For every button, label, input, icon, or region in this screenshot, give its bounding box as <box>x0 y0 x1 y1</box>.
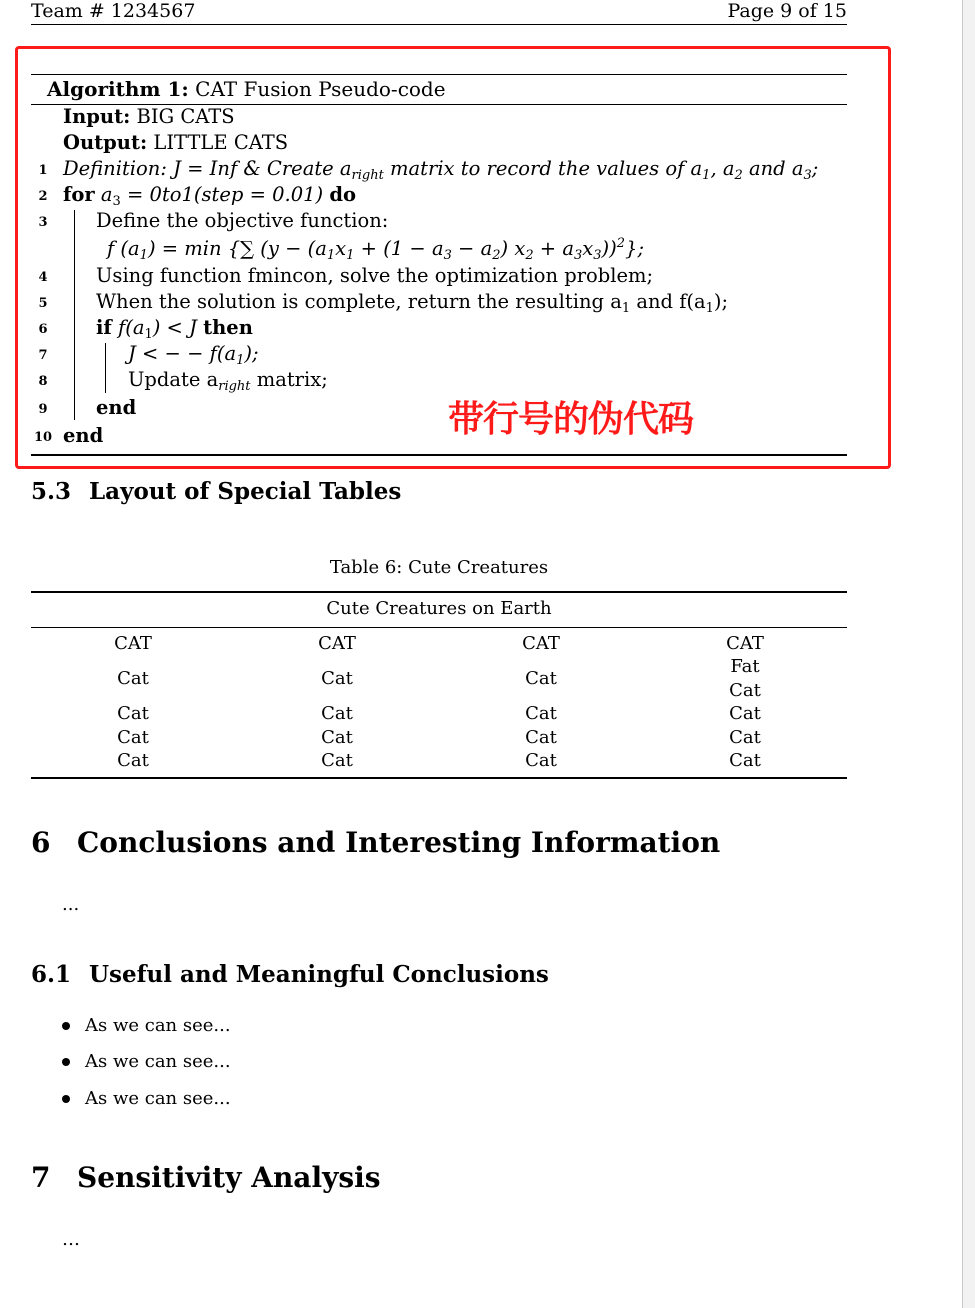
table-cell: Cat <box>729 750 761 771</box>
line-number-3: 3 <box>38 215 48 230</box>
table-mid-rule <box>31 627 847 628</box>
if-cond: f(a <box>118 316 145 339</box>
section-6-heading <box>31 825 720 861</box>
if-cond: ) < J <box>152 316 197 339</box>
definition-label: Definition: <box>63 157 167 180</box>
table-header-cell: CAT <box>114 633 152 654</box>
formula-sub: 2 <box>492 248 501 263</box>
list-item: As we can see... <box>85 1051 231 1072</box>
table-cell: Cat <box>525 668 557 689</box>
line-number-10: 10 <box>33 430 53 445</box>
formula-part: − a <box>451 237 493 260</box>
table-cell: Cat <box>321 703 353 724</box>
section-title: Conclusions and Interesting Information <box>77 826 721 859</box>
line-number-7: 7 <box>38 348 48 363</box>
list-item: As we can see... <box>85 1088 231 1109</box>
algorithm-bottom-rule <box>31 454 847 456</box>
definition-and: and a <box>742 157 804 180</box>
algorithm-line-3: Define the objective function: <box>96 209 389 232</box>
table-header-cell: CAT <box>318 633 356 654</box>
line-number-8: 8 <box>38 374 48 389</box>
line5-text: When the solution is complete, return the resulting a <box>96 290 622 313</box>
section-5-3-heading <box>31 477 401 507</box>
assign-part: ); <box>244 342 259 365</box>
algorithm-line-9: end <box>96 396 137 419</box>
table-header-cell: CAT <box>522 633 560 654</box>
update-part: Update a <box>128 368 219 391</box>
section-title: Layout of Special Tables <box>89 478 402 505</box>
header-page-number: Page 9 of 15 <box>727 0 847 22</box>
header-team: Team # 1234567 <box>31 0 196 22</box>
loop-var-sub: 3 <box>112 194 121 209</box>
formula-part: )) <box>601 237 617 260</box>
formula-sub: 1 <box>326 248 336 263</box>
input-label: Input: <box>63 105 131 128</box>
line-number-9: 9 <box>38 402 48 417</box>
formula-part: f (a <box>107 237 140 260</box>
line5-end: ); <box>713 290 729 313</box>
definition-end: ; <box>811 157 819 180</box>
section-6-body: ... <box>62 894 80 915</box>
definition-sub: right <box>351 168 384 183</box>
definition-eq: J = Inf <box>173 157 238 180</box>
table-top-rule <box>31 591 847 593</box>
algorithm-top-rule <box>31 74 847 75</box>
section-6-1-heading <box>31 960 549 990</box>
table-cell: Cat <box>525 727 557 748</box>
line5-sub2: 1 <box>705 301 714 316</box>
table-cell: Fat <box>730 656 760 677</box>
if-body-bar <box>105 343 106 393</box>
formula-part: x <box>582 237 594 260</box>
formula-sup: 2 <box>616 236 626 251</box>
algorithm-caption <box>47 76 446 102</box>
formula-sub: 1 <box>346 248 355 263</box>
table-cell: Cat <box>729 727 761 748</box>
formula-sub: 3 <box>593 248 602 263</box>
list-item: As we can see... <box>85 1015 231 1036</box>
formula-sub: 3 <box>573 248 583 263</box>
formula-sub: 1 <box>139 248 148 263</box>
formula-sub: 2 <box>525 248 534 263</box>
table-cell: Cat <box>321 668 353 689</box>
output-value: LITTLE CATS <box>153 131 289 154</box>
bullet-dot <box>62 1022 70 1030</box>
definition-a1-sub: 1 <box>702 168 711 183</box>
definition-a2-sub: 2 <box>734 168 743 183</box>
kw-then: then <box>203 316 253 339</box>
output-label: Output: <box>63 131 148 154</box>
table-cell: Cat <box>729 703 761 724</box>
section-number: 6 <box>31 826 51 859</box>
viewer-margin <box>963 0 975 1308</box>
line-number-2: 2 <box>38 189 48 204</box>
objective-formula <box>107 236 644 262</box>
line-number-4: 4 <box>38 270 48 285</box>
input-value: BIG CATS <box>136 105 235 128</box>
annotation-label: 带行号的伪代码 <box>448 399 694 440</box>
loop-body-bar <box>74 210 75 420</box>
table-cell: Cat <box>117 727 149 748</box>
line5-and: and f(a <box>630 290 706 313</box>
algorithm-line-1 <box>63 156 818 182</box>
if-cond-sub: 1 <box>144 327 153 342</box>
section-7-heading <box>31 1160 381 1196</box>
header-rule <box>31 24 847 25</box>
formula-sub: 3 <box>443 248 452 263</box>
algorithm-output <box>63 130 288 156</box>
table-caption: Table 6: Cute Creatures <box>329 557 549 578</box>
definition-a3-sub: 3 <box>803 168 812 183</box>
formula-part: ) x <box>500 237 526 260</box>
section-7-body: … <box>62 1229 80 1250</box>
line-number-6: 6 <box>38 322 48 337</box>
loop-var: a <box>100 183 113 206</box>
assign-sub: 1 <box>236 353 245 368</box>
formula-part: ) = min {∑ (y − (a <box>147 237 327 260</box>
formula-part: x <box>335 237 347 260</box>
section-number: 7 <box>31 1161 51 1194</box>
algorithm-caption-label: Algorithm 1: <box>47 77 189 101</box>
table-header-cell: CAT <box>726 633 764 654</box>
update-sub: right <box>218 379 251 394</box>
definition-create: & Create a <box>243 157 352 180</box>
section-number: 6.1 <box>31 961 72 988</box>
algorithm-line-8 <box>128 367 328 393</box>
algorithm-input <box>63 104 235 130</box>
section-title: Sensitivity Analysis <box>77 1161 381 1194</box>
section-number: 5.3 <box>31 478 72 505</box>
algorithm-line-2 <box>63 182 356 208</box>
formula-part: + (1 − a <box>354 237 444 260</box>
line-number-1: 1 <box>38 163 48 178</box>
bullet-dot <box>62 1095 70 1103</box>
table-cell: Cat <box>117 703 149 724</box>
table-cell: Cat <box>729 680 761 701</box>
assign-part: J < − − f(a <box>128 342 237 365</box>
page-edge <box>962 0 963 1308</box>
table-cell: Cat <box>117 668 149 689</box>
kw-if: if <box>96 316 112 339</box>
line-number-5: 5 <box>38 296 48 311</box>
table-cell: Cat <box>321 727 353 748</box>
bullet-dot <box>62 1058 70 1066</box>
table-cell: Cat <box>525 703 557 724</box>
algorithm-line-10: end <box>63 424 104 447</box>
table-cell: Cat <box>525 750 557 771</box>
formula-part: + a <box>533 237 574 260</box>
table-spanning-header: Cute Creatures on Earth <box>326 598 552 619</box>
table-bottom-rule <box>31 777 847 779</box>
algorithm-line-4: Using function fmincon, solve the optimization problem; <box>96 264 654 287</box>
line5-sub: 1 <box>621 301 631 316</box>
table-cell: Cat <box>321 750 353 771</box>
update-part: matrix; <box>250 368 328 391</box>
loop-range: = 0to1(step = 0.01) <box>120 183 324 206</box>
formula-part: }; <box>625 237 645 260</box>
algorithm-caption-title: CAT Fusion Pseudo-code <box>195 77 446 101</box>
algorithm-line-7 <box>128 341 259 367</box>
kw-do: do <box>329 183 357 206</box>
definition-comma: , a <box>710 157 735 180</box>
algorithm-line-5 <box>96 289 728 315</box>
section-title: Useful and Meaningful Conclusions <box>89 961 549 988</box>
kw-for: for <box>63 183 95 206</box>
table-cell: Cat <box>117 750 149 771</box>
algorithm-line-6 <box>96 315 253 341</box>
definition-rest: matrix to record the values of a <box>383 157 703 180</box>
